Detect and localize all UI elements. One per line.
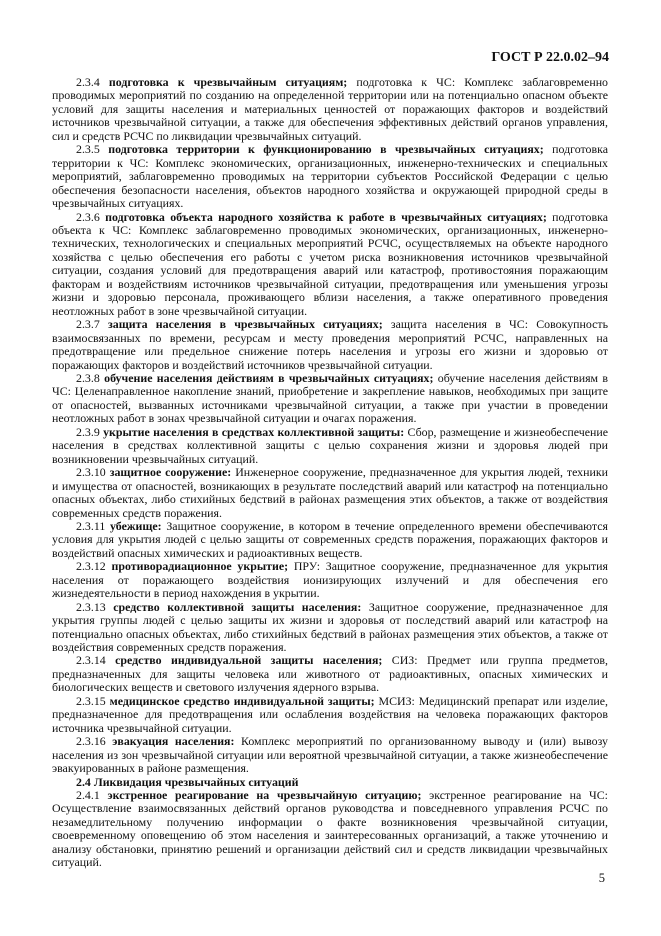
clause-text: экстренное реагирование на ЧС: Осуществление взаимосвязанных действий органов руководства и повседневного управления РСЧС по незамедлительному получению информации о факте возникновения чрезвычайной ситуации, своевременному оповещению об этом населения и заинтересованных организаций, а также уточнению и анализу обстановки, принятию решений и организации действий сил и средств ликвидации чрезвычайных ситуаций. <box>52 788 608 870</box>
clause-term: защита населения в чрезвычайных ситуациях; <box>108 317 383 332</box>
clause-number: 2.3.4 <box>76 75 100 89</box>
clause-number: 2.3.16 <box>76 734 106 749</box>
clause-text: подготовка территории к ЧС: Комплекс экономических, организационных, инженерно-технических и специальных мероприятий, заблаговременно проводимых на территории субъектов Российской Федерации с целью обеспечения безопасности населения, объектов народного хозяйства и окружающей природной среды в чрезвычайных ситуациях. <box>52 142 608 211</box>
clause-term: средство коллективной защиты населения: <box>113 599 362 614</box>
clause-term: средство индивидуальной защиты населения; <box>115 653 383 668</box>
clause-number: 2.3.15 <box>76 693 106 708</box>
clause-term: убежище: <box>110 518 162 533</box>
clause-number: 2.3.10 <box>76 465 106 480</box>
clause-2-3-10 <box>52 466 608 520</box>
clause-2-3-4 <box>52 76 608 143</box>
clause-2-3-7 <box>52 318 608 372</box>
clause-2-3-6 <box>52 211 608 319</box>
document-body <box>52 76 608 870</box>
clause-2-3-15 <box>52 695 608 735</box>
clause-term: экстренное реагирование на чрезвычайную ситуацию; <box>107 788 422 803</box>
clause-2-3-12 <box>52 560 608 600</box>
clause-text: Защитное сооружение, в котором в течение определенного времени обеспечиваются условия для укрытия людей с целью защиты от современных средств поражения, поражающих факторов и воздействий опасных химических и радиоактивных веществ. <box>52 518 608 560</box>
clause-2-3-16 <box>52 735 608 775</box>
clause-2-3-13 <box>52 601 608 655</box>
page-number: 5 <box>598 871 605 885</box>
clause-text: ПРУ: Защитное сооружение, предназначенное для укрытия населения от поражающего воздействия ионизирующих излучений и для обеспечения его жизнедеятельности в период нахождения в укрытии. <box>52 559 608 601</box>
clause-number: 2.3.8 <box>76 370 100 385</box>
clause-term: подготовка объекта народного хозяйства к работе в чрезвычайных ситуациях; <box>105 209 547 224</box>
clause-number: 2.3.7 <box>76 317 100 332</box>
clause-term: подготовка к чрезвычайным ситуациям; <box>108 75 348 89</box>
clause-number: 2.4.1 <box>76 788 100 803</box>
clause-term: защитное сооружение: <box>109 465 232 480</box>
clause-text: Комплекс мероприятий по организованному выводу и (или) вывозу населения из зон чрезвычайной ситуации или вероятной чрезвычайной ситуации, а также жизнеобеспечение эвакуированных в районе размещения. <box>52 734 608 776</box>
clause-term: противорадиационное укрытие; <box>111 559 289 574</box>
clause-number: 2.3.12 <box>76 559 106 574</box>
clause-text: Сбор, размещение и жизнеобеспечение населения в средствах коллективной защиты с целью сохранения жизни и здоровья людей при возникновении чрезвычайных ситуаций. <box>52 424 608 466</box>
clause-2-4-1 <box>52 789 608 870</box>
clause-text: СИЗ: Предмет или группа предметов, предназначенных для защиты человека или животного от радиоактивных, опасных химических и биологических веществ и светового излучения ядерного взрыва. <box>52 653 608 695</box>
clause-term: укрытие населения в средствах коллективной защиты: <box>103 424 405 439</box>
clause-number: 2.3.6 <box>76 209 100 224</box>
clause-2-3-8 <box>52 372 608 426</box>
document-code: ГОСТ Р 22.0.02–94 <box>491 50 609 65</box>
clause-term: обучение населения действиям в чрезвычайных ситуациях; <box>104 370 434 385</box>
clause-2-3-5 <box>52 143 608 210</box>
clause-2-3-11 <box>52 520 608 560</box>
section-heading: 2.4 Ликвидация чрезвычайных ситуаций <box>76 774 299 789</box>
clause-2-3-9 <box>52 426 608 466</box>
clause-number: 2.3.11 <box>76 518 106 533</box>
clause-number: 2.3.14 <box>76 653 106 668</box>
clause-number: 2.3.5 <box>76 142 100 157</box>
clause-number: 2.3.9 <box>76 424 100 439</box>
clause-text: защита населения в ЧС: Совокупность взаимосвязанных по времени, ресурсам и месту проведения мероприятий РСЧС, направленных на предотвращение или предельное снижение потерь населения и угрозы его жизни и здоровью от поражающих факторов и воздействий источников чрезвычайной ситуации. <box>52 317 609 372</box>
clause-term: подготовка территории к функционированию в чрезвычайных ситуациях; <box>108 142 544 157</box>
clause-2-3-14 <box>52 654 608 694</box>
clause-text: Инженерное сооружение, предназначенное для укрытия людей, техники и имущества от опасностей, возникающих в результате последствий аварий или катастроф на потенциально опасных объектах, либо стихийных бедствий в районах размещения этих объектов, а также от воздействия современных средств поражения. <box>52 465 608 520</box>
clause-text: обучение населения действиям в ЧС: Целенаправленное накопление знаний, приобретение и закрепление навыков, необходимых при защите от опасностей, вызванных источниками чрезвычайной ситуации, а также при участии в проведении неотложных работ в зонах чрезвычайной ситуации и очагах поражения. <box>52 370 609 426</box>
clause-text: МСИЗ: Медицинский препарат или изделие, предназначенное для предотвращения или ослабления воздействия на человека поражающих факторов источника чрезвычайной ситуации. <box>52 693 608 735</box>
clause-number: 2.3.13 <box>76 599 106 614</box>
clause-text: подготовка объекта к ЧС: Комплекс заблаговременно проводимых экономических, организационных, инженерно-технических, технологических и специальных мероприятий РСЧС, осуществляемых на объекте народного хозяйства с целью обеспечения его работы с учетом риска возникновения источников чрезвычайной ситуации, создания условий для предотвращения аварий или катастроф, противостояния поражающим факторам и воздействиям источников чрезвычайной ситуации, предотвращения или уменьшения угрозы жизни и здоровью персонала, проживающего вблизи населения, а также оперативного проведения неотложных работ в зоне чрезвычайной ситуации. <box>52 209 608 318</box>
clause-term: эвакуация населения: <box>112 734 235 749</box>
clause-term: медицинское средство индивидуальной защиты; <box>109 693 375 708</box>
clause-text: подготовка к ЧС: Комплекс заблаговременно проводимых мероприятий по созданию на определенной территории или на потенциально опасном объекте условий для защиты населения и материальных ценностей от поражающих факторов и воздействий источников чрезвычайной ситуации, а также для обеспечения эффективных действий органов управления, сил и средств РСЧС по ликвидации чрезвычайных ситуаций. <box>52 75 608 143</box>
clause-text: Защитное сооружение, предназначенное для укрытия группы людей с целью защиты их жизни и здоровья от последствий аварий или катастроф на потенциально опасных объектах, либо стихийных бедствий в районах размещения этих объектов, а также от воздействия современных средств поражения. <box>52 599 609 655</box>
